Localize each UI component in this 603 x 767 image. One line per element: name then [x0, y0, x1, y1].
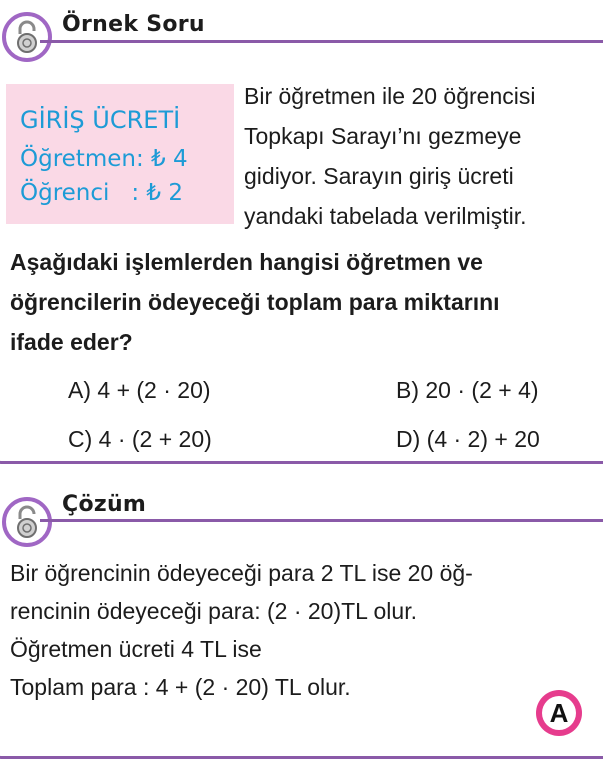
- fee-sign-title: GİRİŞ ÜCRETİ: [20, 106, 181, 134]
- solution-line: Öğretmen ücreti 4 TL ise: [10, 636, 262, 662]
- intro-line: Topkapı Sarayı’nı gezmeye: [244, 123, 522, 149]
- solution-frame: [0, 519, 603, 759]
- solution-line: rencinin ödeyeceği para: (2 · 20)TL olur.: [10, 598, 417, 624]
- solution-line: Bir öğrencinin ödeyeceği para 2 TL ise 20 öğ-: [10, 560, 473, 586]
- intro-text: [244, 76, 589, 236]
- option-d[interactable]: D) (4 · 2) + 20: [396, 426, 540, 452]
- question-line: öğrencilerin ödeyeceği toplam para miktarını: [10, 289, 500, 315]
- question-line: ifade eder?: [10, 329, 133, 355]
- intro-line: yandaki tabelada verilmiştir.: [244, 203, 527, 229]
- question-text: [10, 242, 590, 362]
- example-title: Örnek Soru: [62, 12, 205, 37]
- option-b[interactable]: B) 20 · (2 + 4): [396, 377, 539, 403]
- fee-sign-teacher: Öğretmen: ₺ 4: [20, 146, 188, 172]
- solution-title: Çözüm: [62, 492, 147, 517]
- answer-badge: [536, 690, 582, 736]
- intro-line: gidiyor. Sarayın giriş ücreti: [244, 163, 514, 189]
- fee-sign: [6, 84, 234, 224]
- solution-line: Toplam para : 4 + (2 · 20) TL olur.: [10, 674, 351, 700]
- intro-line: Bir öğretmen ile 20 öğrencisi: [244, 83, 536, 109]
- question-line: Aşağıdaki işlemlerden hangisi öğretmen ve: [10, 249, 483, 275]
- option-c[interactable]: C) 4 · (2 + 20): [68, 426, 212, 452]
- fee-sign-student: Öğrenci : ₺ 2: [20, 180, 183, 206]
- answer-letter: A: [542, 696, 576, 730]
- option-a[interactable]: A) 4 + (2 · 20): [68, 377, 211, 403]
